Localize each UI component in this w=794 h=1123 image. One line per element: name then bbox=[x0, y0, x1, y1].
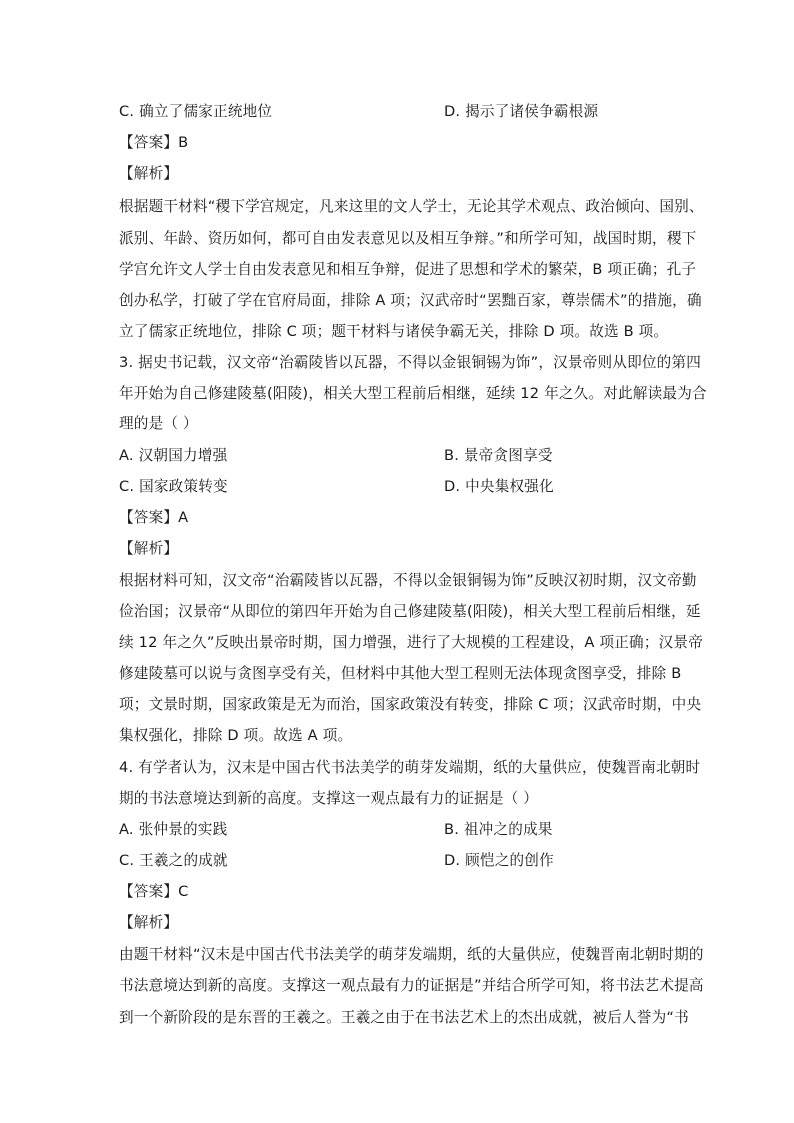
q2-analysis-line: 立了儒家正统地位，排除 C 项；题干材料与诸侯争霸无关，排除 D 项。故选 B 项。 bbox=[119, 323, 669, 340]
q2-analysis-line: 根据题干材料“稷下学宫规定，凡来这里的文人学士，无论其学术观点、政治倾向、国别、 bbox=[119, 198, 704, 215]
q3-analysis-line: 修建陵墓可以说与贪图享受有关，但材料中其他大型工程则无法体现贪图享受，排除 B bbox=[119, 665, 682, 682]
q3-answer: 【答案】A bbox=[119, 509, 189, 526]
q2-option-c: C. 确立了儒家正统地位 bbox=[119, 103, 273, 120]
q3-stem-line: 3. 据史书记载，汉文帝“治霸陵皆以瓦器，不得以金银铜锡为饰”，汉景帝则从即位的第四 bbox=[119, 354, 702, 371]
q3-analysis-line: 集权强化，排除 D 项。故选 A 项。 bbox=[119, 727, 353, 744]
q3-option-c: C. 国家政策转变 bbox=[119, 478, 228, 495]
q4-analysis-line: 由题干材料“汉末是中国古代书法美学的萌芽发端期，纸的大量供应，使魏晋南北朝时期的 bbox=[119, 946, 704, 963]
q3-option-b: B. 景帝贪图享受 bbox=[444, 447, 553, 464]
q2-answer: 【答案】B bbox=[119, 134, 189, 151]
q2-analysis-label: 【解析】 bbox=[119, 165, 179, 182]
q4-stem-line: 4. 有学者认为，汉末是中国古代书法美学的萌芽发端期，纸的大量供应，使魏晋南北朝时 bbox=[119, 759, 701, 776]
q2-analysis-line: 创办私学，打破了学在官府局面，排除 A 项；汉武帝时“罢黜百家，尊崇儒术”的措施，确 bbox=[119, 292, 702, 309]
q4-option-a: A. 张仲景的实践 bbox=[119, 821, 228, 838]
q4-analysis-line: 书法意境达到新的高度。支撑这一观点最有力的证据是”并结合所学可知，将书法艺术提高 bbox=[119, 977, 704, 994]
q3-option-a: A. 汉朝国力增强 bbox=[119, 447, 228, 464]
q3-analysis-line: 项；文景时期，国家政策是无为而治，国家政策没有转变，排除 C 项；汉武帝时期，中央 bbox=[119, 696, 702, 713]
q3-stem-line: 理的是（ ） bbox=[119, 415, 198, 432]
q3-analysis-line: 俭治国；汉景帝“从即位的第四年开始为自己修建陵墓(阳陵)，相关大型工程前后相继，延 bbox=[119, 603, 701, 620]
q3-analysis-line: 根据材料可知，汉文帝“治霸陵皆以瓦器，不得以金银铜锡为饰”反映汉初时期，汉文帝勤 bbox=[119, 572, 697, 589]
q4-stem-line: 期的书法意境达到新的高度。支撑这一观点最有力的证据是（ ） bbox=[119, 790, 539, 807]
q2-analysis-line: 学宫允许文人学士自由发表意见和相互争辩，促进了思想和学术的繁荣，B 项正确；孔子 bbox=[119, 261, 697, 278]
q3-option-d: D. 中央集权强化 bbox=[444, 478, 554, 495]
q3-stem-line: 年开始为自己修建陵墓(阳陵)，相关大型工程前后相继，延续 12 年之久。对此解读最为合 bbox=[119, 385, 707, 402]
q4-option-d: D. 顾恺之的创作 bbox=[444, 852, 554, 869]
q4-analysis-label: 【解析】 bbox=[119, 914, 179, 931]
q4-analysis-line: 到一个新阶段的是东晋的王羲之。王羲之由于在书法艺术上的杰出成就，被后人誉为“书 bbox=[119, 1009, 689, 1026]
q4-option-c: C. 王羲之的成就 bbox=[119, 852, 228, 869]
q2-analysis-line: 派别、年龄、资历如何，都可自由发表意见以及相互争辩。”和所学可知，战国时期，稷下 bbox=[119, 230, 697, 247]
q3-analysis-label: 【解析】 bbox=[119, 540, 179, 557]
q2-option-d: D. 揭示了诸侯争霸根源 bbox=[444, 103, 599, 120]
q3-analysis-line: 续 12 年之久”反映出景帝时期，国力增强，进行了大规模的工程建设，A 项正确；汉景帝 bbox=[119, 634, 704, 651]
q4-option-b: B. 祖冲之的成果 bbox=[444, 821, 553, 838]
q4-answer: 【答案】C bbox=[119, 883, 189, 900]
